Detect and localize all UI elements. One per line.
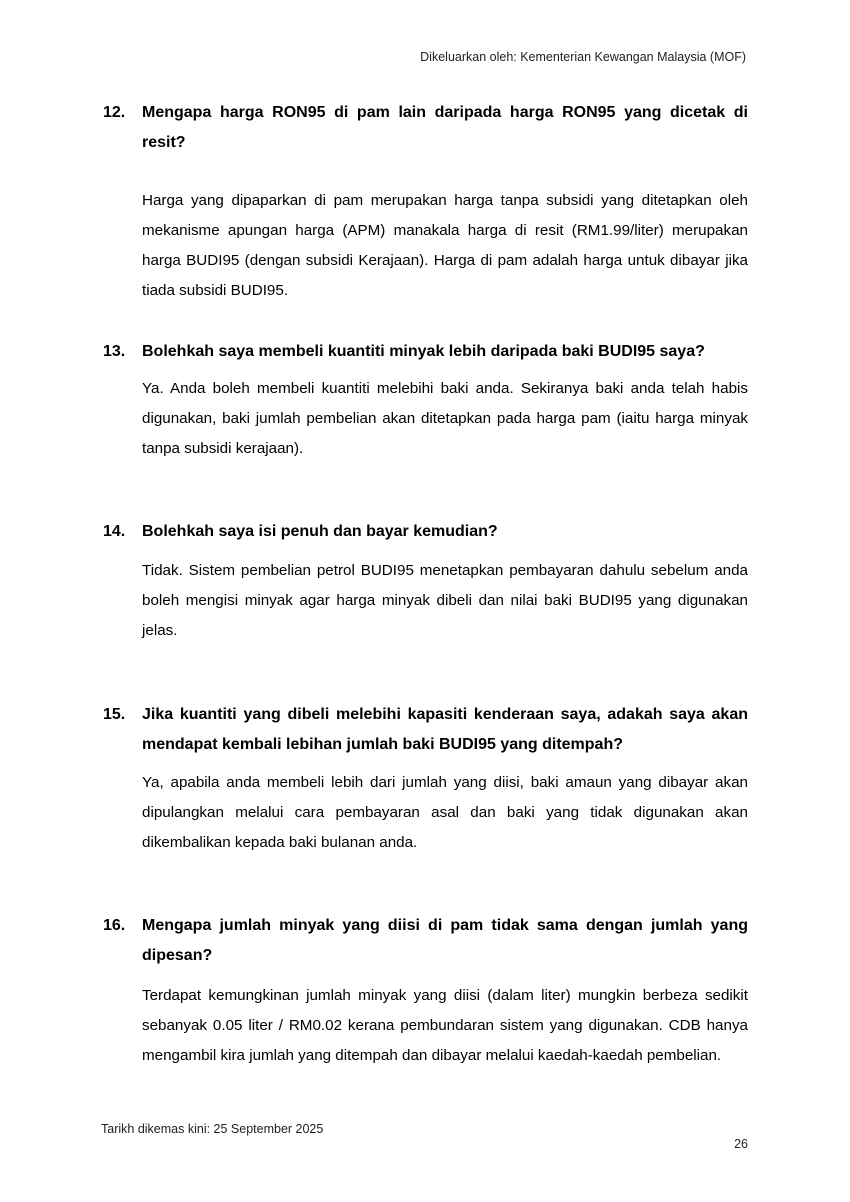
question-number: 13.	[103, 343, 126, 360]
footer-updated-date: Tarikh dikemas kini: 25 September 2025	[101, 1122, 324, 1136]
answer-text: Terdapat kemungkinan jumlah minyak yang diisi (dalam liter) mungkin berbeza sedikit sebanyak 0.05 liter / RM0.02 kerana pembundaran sistem yang digunakan. CDB hanya mengambil kira jumlah yang ditempah dan dibayar melalui kaedah-kaedah pembelian.	[142, 987, 748, 1064]
question-number: 14.	[103, 523, 126, 540]
question-text: Bolehkah saya isi penuh dan bayar kemudian?	[142, 523, 498, 540]
page-number: 26	[734, 1137, 748, 1151]
answer-text: Ya, apabila anda membeli lebih dari jumlah yang diisi, baki amaun yang dibayar akan dipulangkan melalui cara pembayaran asal dan baki yang tidak digunakan akan dikembalikan kepada baki bulanan anda.	[142, 774, 748, 851]
page-header-issuer: Dikeluarkan oleh: Kementerian Kewangan Malaysia (MOF)	[420, 50, 746, 64]
question-text: Bolehkah saya membeli kuantiti minyak lebih daripada baki BUDI95 saya?	[142, 343, 705, 360]
question-number: 16.	[103, 917, 126, 934]
answer-text: Ya. Anda boleh membeli kuantiti melebihi baki anda. Sekiranya baki anda telah habis digunakan, baki jumlah pembelian akan ditetapkan pada harga pam (iaitu harga minyak tanpa subsidi kerajaan).	[142, 380, 748, 457]
question-text: Jika kuantiti yang dibeli melebihi kapasiti kenderaan saya, adakah saya akan mendapat kembali lebihan jumlah baki BUDI95 yang ditempah?	[142, 706, 748, 753]
question-text: Mengapa jumlah minyak yang diisi di pam tidak sama dengan jumlah yang dipesan?	[142, 917, 748, 964]
question-text: Mengapa harga RON95 di pam lain daripada harga RON95 yang dicetak di resit?	[142, 104, 748, 151]
answer-text: Harga yang dipaparkan di pam merupakan harga tanpa subsidi yang ditetapkan oleh mekanisme apungan harga (APM) manakala harga di resit (RM1.99/liter) merupakan harga BUDI95 (dengan subsidi Kerajaan). Harga di pam adalah harga untuk dibayar jika tiada subsidi BUDI95.	[142, 192, 748, 299]
answer-text: Tidak. Sistem pembelian petrol BUDI95 menetapkan pembayaran dahulu sebelum anda boleh mengisi minyak agar harga minyak dibeli dan nilai baki BUDI95 yang digunakan jelas.	[142, 562, 748, 639]
question-number: 15.	[103, 706, 126, 723]
question-number: 12.	[103, 104, 126, 121]
